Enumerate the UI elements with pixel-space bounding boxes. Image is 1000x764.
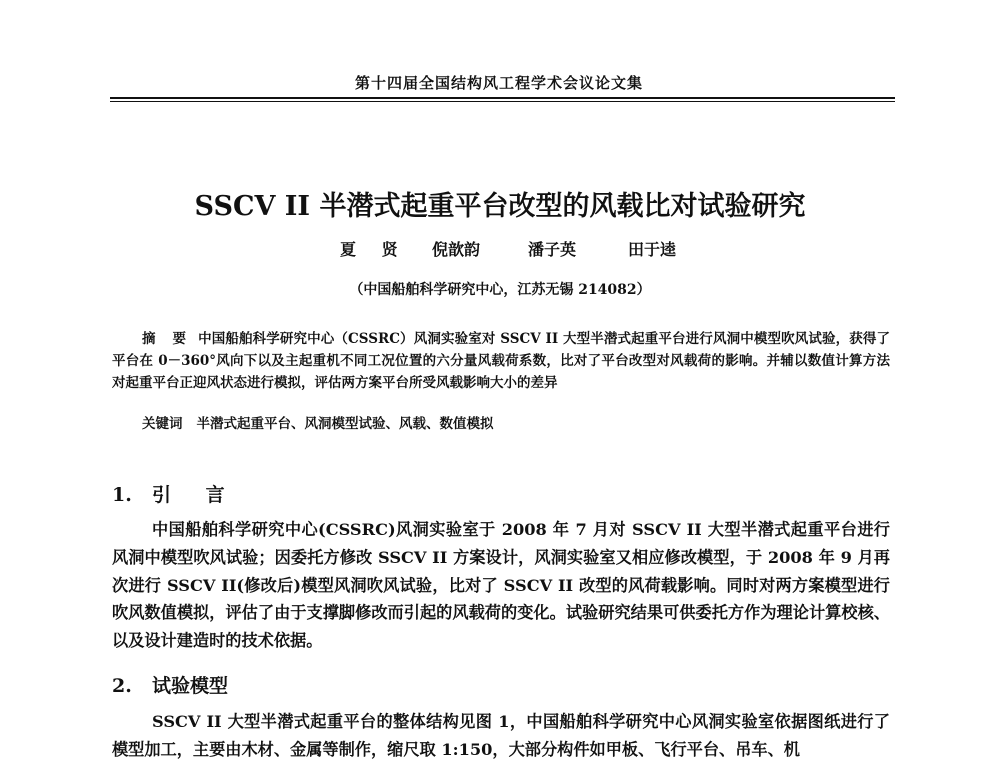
test-model-paragraph: SSCV II 大型半潜式起重平台的整体结构见图 1，中国船舶科学研究中心风洞实验室依据图纸进行了模型加工，主要由木材、金属等制作，缩尺取 1:150，大部分构件如甲板、飞行平台、吊车、机	[112, 712, 890, 759]
affiliation: （中国船舶科学研究中心，江苏无锡 214082）	[349, 282, 651, 298]
keywords-text: 半潜式起重平台、风洞模型试验、风载、数值模拟	[196, 416, 494, 432]
abstract	[112, 328, 890, 394]
introduction-paragraph: 中国船舶科学研究中心(CSSRC)风洞实验室于 2008 年 7 月对 SSCV II 大型半潜式起重平台进行风洞中模型吹风试验；因委托方修改 SSCV II 方案设计，风洞实验室又相应修改模型，于 2008 年 9 月再次进行 SSCV II(修改后)模型风洞吹风试验，比对了 SSCV II 改型的风荷载影响。同时对两方案模型进行吹风数值模拟，评估了由于支撑脚修改而引起的风载荷的变化。试验研究结果可供委托方作为理论计算校核、以及设计建造时的技术依据。	[112, 520, 890, 651]
author: 夏 贤	[340, 240, 408, 259]
section-heading-test-model	[112, 671, 228, 698]
section-title: 试验模型	[152, 675, 229, 697]
header-rule	[110, 97, 895, 102]
author-list	[340, 237, 718, 260]
section-heading-introduction	[112, 480, 239, 507]
author: 潘子英	[528, 240, 577, 259]
section-number: 2.	[112, 675, 132, 697]
running-header: 第十四届全国结构风工程学术会议论文集	[354, 74, 643, 92]
author: 倪歆韵	[432, 240, 481, 259]
paper-title: SSCV II 半潜式起重平台改型的风载比对试验研究	[194, 191, 806, 222]
abstract-label: 摘 要	[142, 331, 193, 347]
section-number: 1.	[112, 484, 132, 506]
section-title: 引 言	[152, 484, 239, 506]
abstract-text: 中国船舶科学研究中心（CSSRC）风洞实验室对 SSCV II 大型半潜式起重平台进行风洞中模型吹风试验，获得了平台在 0－360°风向下以及主起重机不同工况位置的六分量风载荷系数，比对了平台改型对风载荷的影响。并辅以数值计算方法对起重平台正迎风状态进行模拟，评估两方案平台所受风载影响大小的差异	[112, 331, 890, 391]
author: 田于逵	[628, 240, 677, 259]
keywords	[142, 412, 494, 432]
keywords-label: 关键词	[142, 416, 183, 432]
